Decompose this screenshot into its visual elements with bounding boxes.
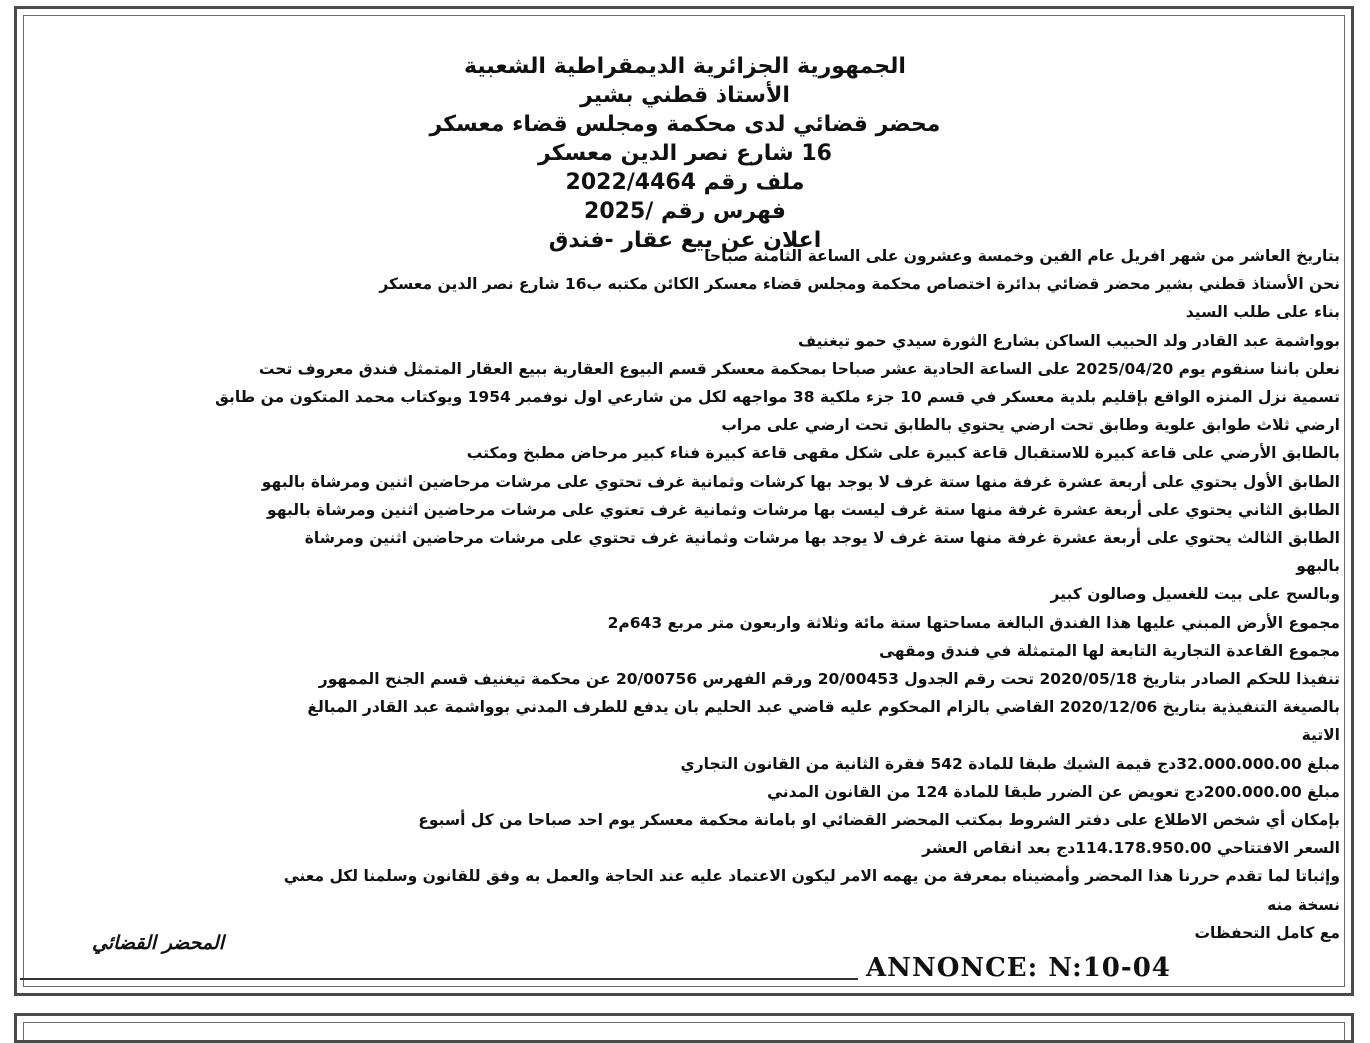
country-name: الجمهورية الجزائرية الديمقراطية الشعبية [464, 54, 906, 79]
body-line: نعلن باننا سنقوم يوم 2025/04/20 على الساعة الحادية عشر صباحا بمحكمة معسكر قسم البيوع العقارية ببيع العقار المتمثل فندق معروف تحت [258, 359, 1340, 378]
body-line: الطابق الثاني يحتوي على أربعة عشرة غرفة منها ستة غرف ليست بها مرشات وثمانية غرف تعتوي على مرشات مرحاضين اثنين ومرشاة بالبهو [267, 500, 1340, 519]
index-number: فهرس رقم /2025 [584, 199, 786, 224]
body-line: بوواشمة عبد القادر ولد الحبيب الساكن بشارع الثورة سيدي حمو تيغنيف [798, 331, 1340, 350]
body-line: بتاريخ العاشر من شهر افريل عام الفين وخمسة وعشرون على الساعة الثامنة صباحا [704, 247, 1340, 265]
body-line: وإثباتا لما تقدم حررنا هذا المحضر وأمضيناه بمعرفة من يهمه الامر ليكون الاعتماد عليه عند الحاجة والعمل به وفق للقانون وسلمنا لكل معني [283, 867, 1340, 886]
body-line: مبلغ 200.000.00دج تعويض عن الضرر طبقا للمادة 124 من القانون المدني [767, 782, 1340, 801]
body-line: بالطابق الأرضي على قاعة كبيرة للاستقبال قاعة كبيرة على شكل مقهى قاعة كبيرة فناء كبير مرحاض مطبخ ومكتب [466, 444, 1340, 463]
bailiff-signature: المحضر القضائي [92, 932, 224, 954]
body-line: تسمية نزل المنزه الواقع بإقليم بلدية معسكر في قسم 10 جزء ملكية 38 مواجهه لكل من شارعي اول نوفمبر 1954 ويوكتاب محمد المتكون من طابق [215, 388, 1340, 407]
bailiff-title: محضر قضائي لدى محكمة ومجلس قضاء معسكر [429, 112, 941, 137]
bailiff-name: الأستاذ قطني بشير [580, 83, 790, 108]
body-line: مجموع القاعدة التجارية التابعة لها المتمثلة في فندق ومقهى [879, 641, 1340, 660]
body-line: بناء على طلب السيد [1185, 303, 1340, 322]
annonce-underline [20, 978, 858, 980]
body-line: السعر الافتتاحي 114.178.950.00دج بعد انقاص العشر [922, 839, 1340, 858]
body-line: مع كامل التحفظات [1194, 923, 1340, 942]
body-line: نسخة منه [1267, 895, 1340, 914]
file-number: ملف رقم 2022/4464 [565, 170, 805, 195]
notice-header [60, 52, 1310, 255]
annonce-number: ANNONCE: N:10-04 [866, 953, 1171, 983]
notice-body [48, 242, 1340, 947]
body-line: تنفيذا للحكم الصادر بتاريخ 2020/05/18 تحت رقم الجدول 20/00453 ورقم الفهرس 20/00756 عن محكمة تيغنيف قسم الجنح الممهور [318, 670, 1340, 689]
body-line: مجموع الأرض المبني عليها هذا الفندق البالغة مساحتها ستة مائة وثلاثة واربعون متر مربع 643م2 [607, 613, 1340, 632]
body-line: ارضي ثلاث طوابق علوية وطابق تحت ارضي يحتوي بالطابق تحت ارضي على مراب [721, 416, 1340, 435]
body-line: الطابق الأول يحتوي على أربعة عشرة غرفة منها ستة غرف لا يوجد بها كرشات وثمانية غرف تحتوي على مرشات مرحاضين اثنين ومرشاة بالبهو [261, 472, 1340, 491]
body-line: بإمكان أي شخص الاطلاع على دفتر الشروط بمكتب المحضر القضائي او بامانة محكمة معسكر يوم احد صباحا من كل أسبوع [418, 811, 1340, 830]
body-line: بالبهو [1296, 557, 1340, 576]
body-line: بالصيغة التنفيذية بتاريخ 2020/12/06 القاضي بالزام المحكوم عليه قاضي عبد الحليم بان يدفع للطرف المدني بوواشمة عبد القادر المبالغ [307, 698, 1340, 717]
body-line: الطابق الثالث يحتوي على أربعة عشرة غرفة منها ستة غرف لا يوجد بها مرشات وثمانية غرف تحتوي على مرشات مرحاضين اثنين ومرشاة [304, 529, 1340, 548]
notice-title: اعلان عن بيع عقار -فندق [548, 228, 822, 253]
body-line: وبالسح على بيت للغسيل وصالون كبير [1050, 585, 1340, 604]
body-line: نحن الأستاذ قطني بشير محضر قضائي بدائرة اختصاص محكمة ومجلس قضاء معسكر الكائن مكتبه ب16 شارع نصر الدين معسكر [379, 275, 1340, 294]
next-notice-frame [14, 1013, 1354, 1043]
office-address: 16 شارع نصر الدين معسكر [538, 141, 832, 166]
body-line: مبلغ 32.000.000.00دج قيمة الشيك طبقا للمادة 542 فقرة الثانية من القانون التجاري [680, 754, 1340, 773]
body-line: الاتية [1301, 726, 1340, 745]
